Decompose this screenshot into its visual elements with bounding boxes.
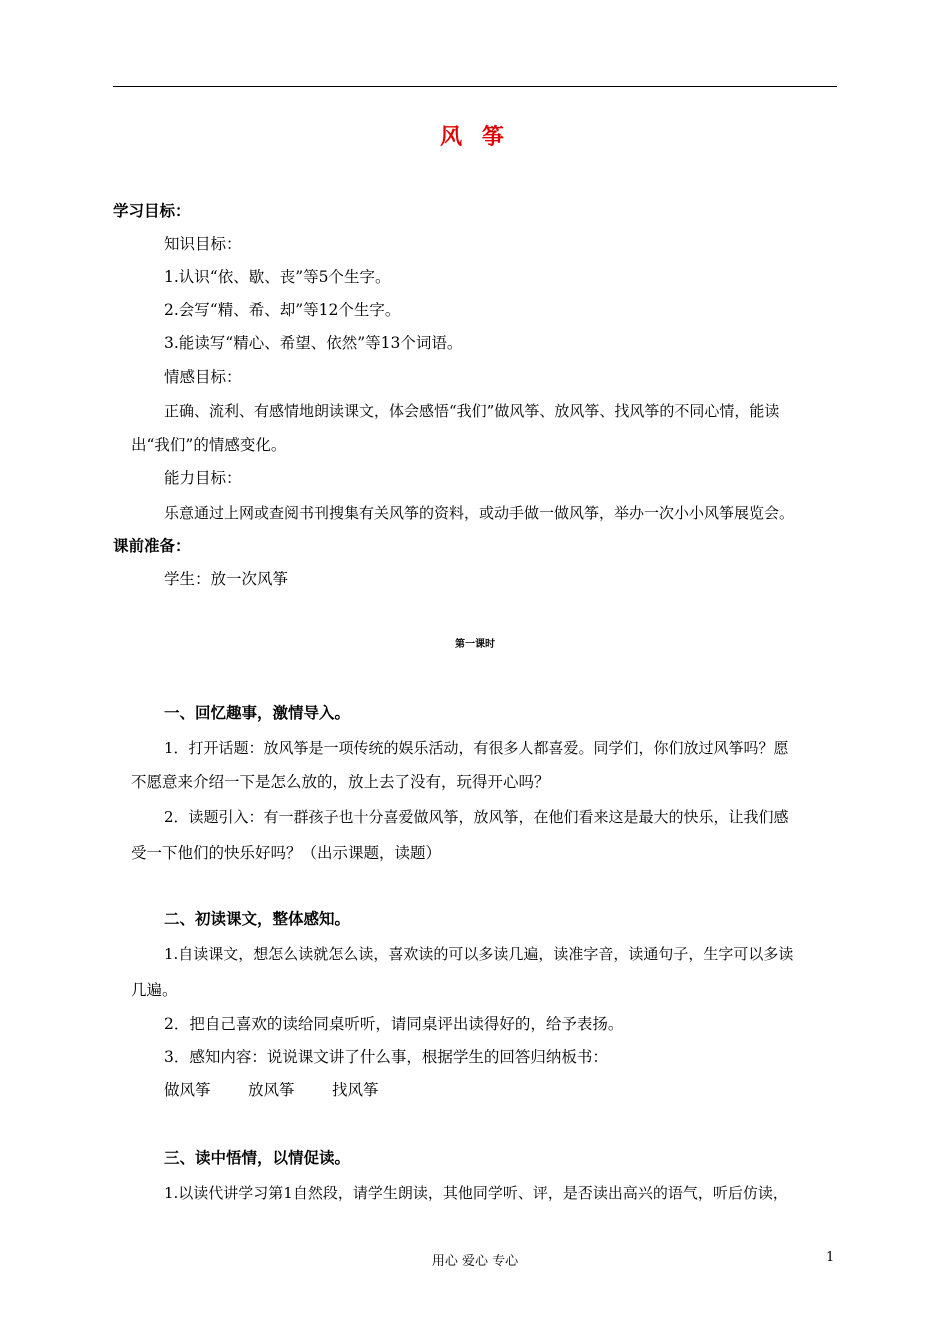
knowledge-label: 知识目标： <box>164 235 242 253</box>
section-1-p2-line-1: 2．读题引入：有一群孩子也十分喜爱做风筝，放风筝，在他们看来这是最大的快乐，让我们感 <box>164 808 789 826</box>
section-1-p1-line-2: 不愿意来介绍一下是怎么放的，放上去了没有，玩得开心吗？ <box>131 773 550 791</box>
knowledge-item-1: 1.认识“依、歇、丧”等5个生字。 <box>164 268 391 286</box>
section-2-p3: 3．感知内容：说说课文讲了什么事，根据学生的回答归纳板书： <box>164 1048 608 1066</box>
document-title: 风 筝 <box>440 125 510 150</box>
emotion-label: 情感目标： <box>164 368 242 386</box>
section-1-p1-line-1: 1．打开话题：放风筝是一项传统的娱乐活动，有很多人都喜爱。同学们，你们放过风筝吗？愿 <box>164 739 789 757</box>
ability-text: 乐意通过上网或查阅书刊搜集有关风筝的资料，或动手做一做风筝，举办一次小小风筝展览会。 <box>164 504 795 522</box>
board-word-3: 找风筝 <box>332 1081 379 1099</box>
section-3-p1-line-1: 1.以读代讲学习第1自然段，请学生朗读，其他同学听、评，是否读出高兴的语气，听后仿读， <box>164 1184 788 1202</box>
emotion-text-line-2: 出“我们”的情感变化。 <box>131 436 287 454</box>
prep-text: 学生：放一次风筝 <box>164 570 289 588</box>
ability-label: 能力目标： <box>164 469 242 487</box>
section-2-p2: 2．把自己喜欢的读给同桌听听，请同桌评出读得好的，给予表扬。 <box>164 1015 624 1033</box>
knowledge-item-3: 3.能读写“精心、希望、依然”等13个词语。 <box>164 334 463 352</box>
knowledge-item-2: 2.会写“精、希、却”等12个生字。 <box>164 301 401 319</box>
section-2-p1-line-1: 1.自读课文，想怎么读就怎么读，喜欢读的可以多读几遍，读准字音，读通句子，生字可以多读 <box>164 945 794 963</box>
section-2-p1-line-2: 几遍。 <box>131 981 178 999</box>
goals-heading: 学习目标： <box>113 202 191 220</box>
page-footer: 用心 爱心 专心 <box>431 1254 519 1269</box>
section-1-p2-line-2: 受一下他们的快乐好吗？（出示课题，读题） <box>131 844 442 862</box>
board-word-2: 放风筝 <box>248 1081 295 1099</box>
page-number: 1 <box>826 1250 835 1265</box>
section-2-heading: 二、初读课文，整体感知。 <box>164 910 351 928</box>
board-word-1: 做风筝 <box>164 1081 211 1099</box>
emotion-text-line-1: 正确、流利、有感情地朗读课文，体会感悟“我们”做风筝、放风筝、找风筝的不同心情，能读 <box>164 402 780 420</box>
prep-heading: 课前准备： <box>113 537 191 555</box>
section-1-heading: 一、回忆趣事，激情导入。 <box>164 704 351 722</box>
header-rule <box>113 86 837 87</box>
lesson-heading: 第一课时 <box>455 639 495 650</box>
section-3-heading: 三、读中悟情，以情促读。 <box>164 1149 351 1167</box>
